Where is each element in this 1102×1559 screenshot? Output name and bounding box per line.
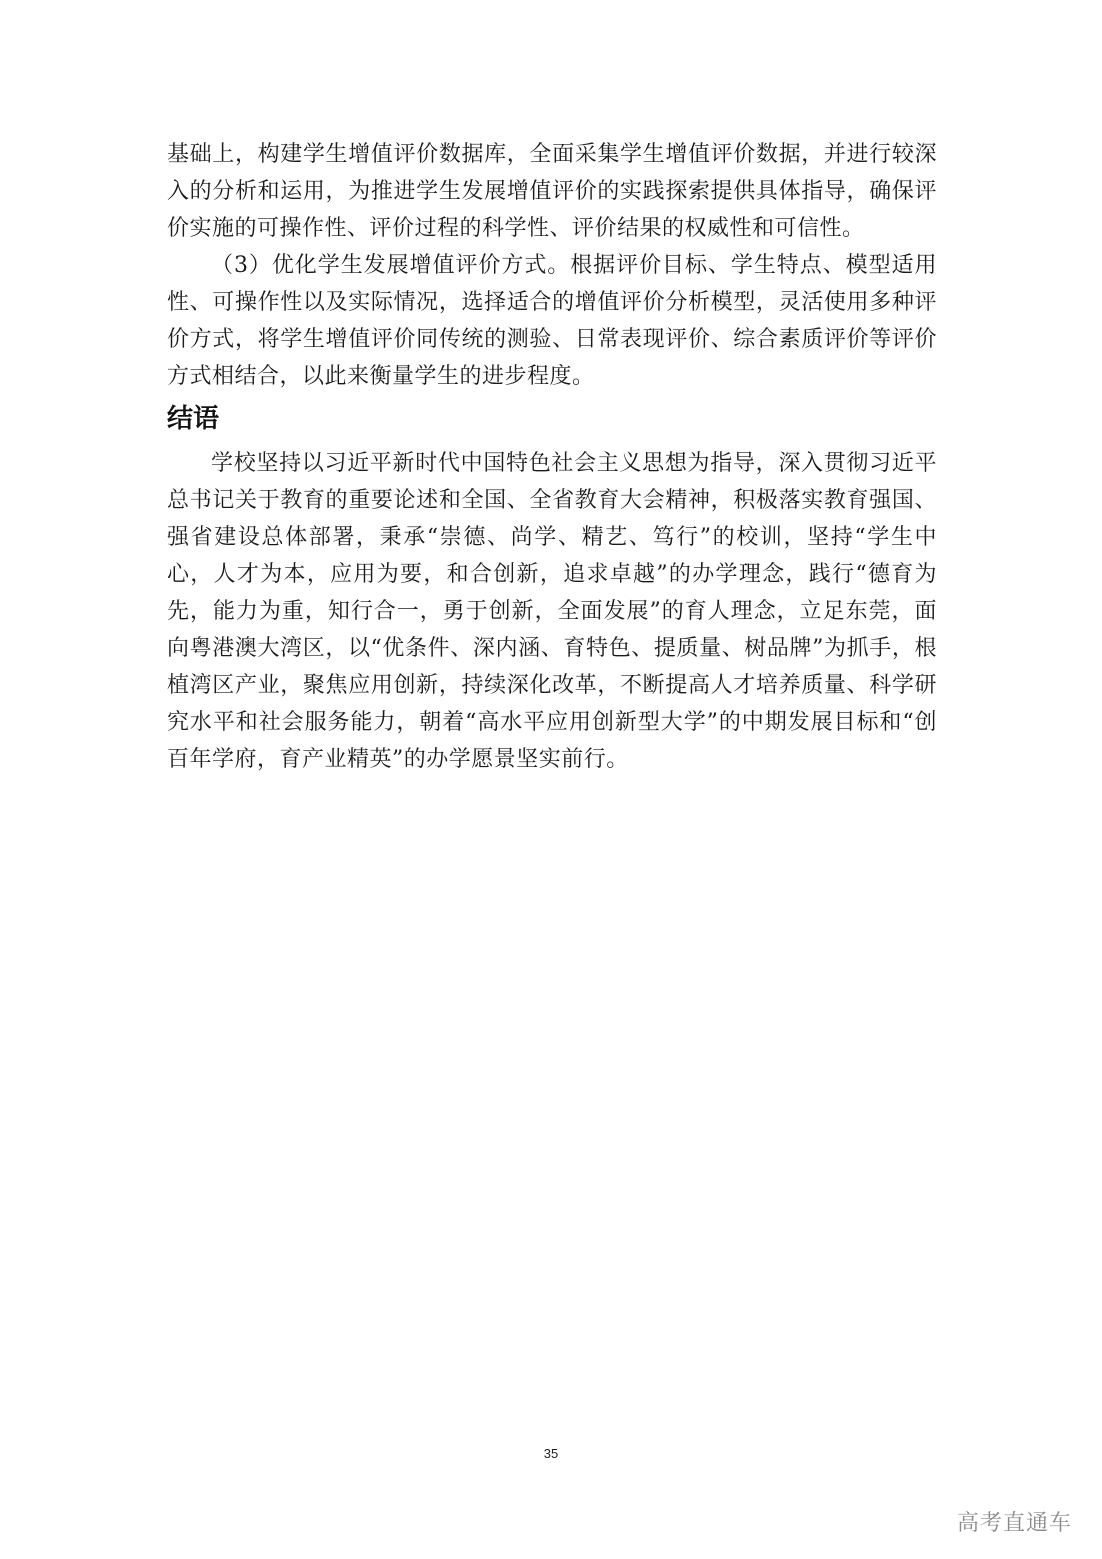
paragraph-conclusion: 学校坚持以习近平新时代中国特色社会主义思想为指导，深入贯彻习近平总书记关于教育的重要论述和全国、全省教育大会精神，积极落实教育强国、强省建设总体部署，秉承“崇德、尚学、精艺、笃行”的校训，坚持“学生中心，人才为本，应用为要，和合创新，追求卓越”的办学理念，践行“德育为先，能力为重，知行合一，勇于创新，全面发展”的育人理念，立足东莞，面向粤港澳大湾区，以“优条件、深内涵、育特色、提质量、树品牌”为抓手，根植湾区产业，聚焦应用创新，持续深化改革，不断提高人才培养质量、科学研究水平和社会服务能力，朝着“高水平应用创新型大学”的中期发展目标和“创百年学府，育产业精英”的办学愿景坚实前行。 (167, 451, 937, 772)
page-number: 35 (543, 1446, 559, 1461)
paragraph-continuation: 基础上，构建学生增值评价数据库，全面采集学生增值评价数据，并进行较深入的分析和运用，为推进学生发展增值评价的实践探索提供具体指导，确保评价实施的可操作性、评价过程的科学性、评价结果的权威性和可信性。 (167, 142, 937, 241)
section-heading-conclusion: 结语 (167, 404, 220, 434)
paragraph-evaluation-method: （3）优化学生发展增值评价方式。根据评价目标、学生特点、模型适用性、可操作性以及实际情况，选择适合的增值评价分析模型，灵活使用多种评价方式，将学生增值评价同传统的测验、日常表现评价、综合素质评价等评价方式相结合，以此来衡量学生的进步程度。 (167, 253, 937, 389)
watermark: 高考直通车 (956, 1511, 1072, 1536)
document-body (167, 136, 937, 778)
